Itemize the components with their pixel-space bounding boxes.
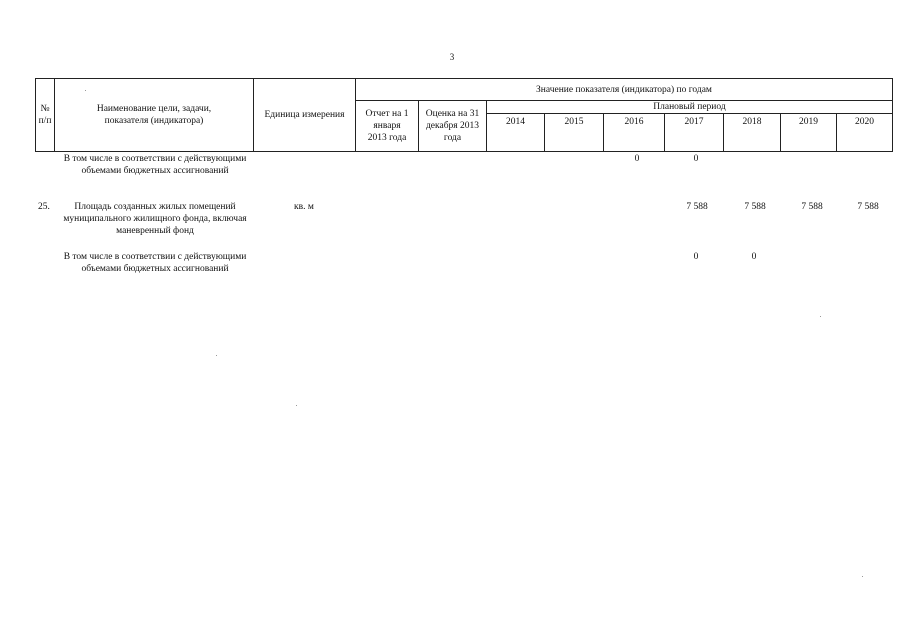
row-value-2018: 7 588 [744, 202, 766, 212]
header-name: Наименование цели, задачи, показателя (индикатора) [55, 79, 254, 152]
row-value-2016: 0 [634, 154, 640, 164]
header-year-2017: 2017 [665, 114, 724, 152]
header-year-2015: 2015 [545, 114, 604, 152]
row-number: 25. [38, 202, 50, 212]
header-year-2014: 2014 [487, 114, 545, 152]
scan-speck [216, 355, 217, 356]
header-year-2018: 2018 [724, 114, 781, 152]
row-name: В том числе в соответствии с действующими объемами бюджетных ассигнований [63, 252, 247, 274]
row-value-2017: 7 588 [686, 202, 708, 212]
row-value-2020: 7 588 [857, 202, 879, 212]
row-value-2018: 0 [751, 252, 757, 262]
page-number: 3 [449, 52, 455, 62]
header-estimate: Оценка на 31 декабря 2013 года [419, 101, 487, 152]
table-row [0, 201, 905, 241]
table-row [0, 251, 905, 281]
scan-speck [296, 405, 297, 406]
row-name: В том числе в соответствии с действующими объемами бюджетных ассигнований [63, 154, 247, 176]
scan-speck [820, 316, 821, 317]
header-values-group: Значение показателя (индикатора) по годам [356, 79, 893, 101]
header-year-2020: 2020 [837, 114, 893, 152]
row-name: Площадь созданных жилых помещений муниципального жилищного фонда, включая маневренный фонд [63, 202, 247, 236]
row-value-2017: 0 [693, 252, 699, 262]
indicator-table-header [35, 78, 893, 152]
header-planned-period: Плановый период [487, 101, 893, 114]
scan-speck [85, 90, 86, 91]
row-value-2017: 0 [693, 154, 699, 164]
header-num: № п/п [36, 79, 55, 152]
header-report: Отчет на 1 января 2013 года [356, 101, 419, 152]
header-unit: Единица измерения [254, 79, 356, 152]
row-unit: кв. м [294, 202, 314, 212]
header-year-2019: 2019 [781, 114, 837, 152]
header-year-2016: 2016 [604, 114, 665, 152]
scan-speck [862, 576, 863, 577]
row-value-2019: 7 588 [801, 202, 823, 212]
table-row [0, 153, 905, 183]
